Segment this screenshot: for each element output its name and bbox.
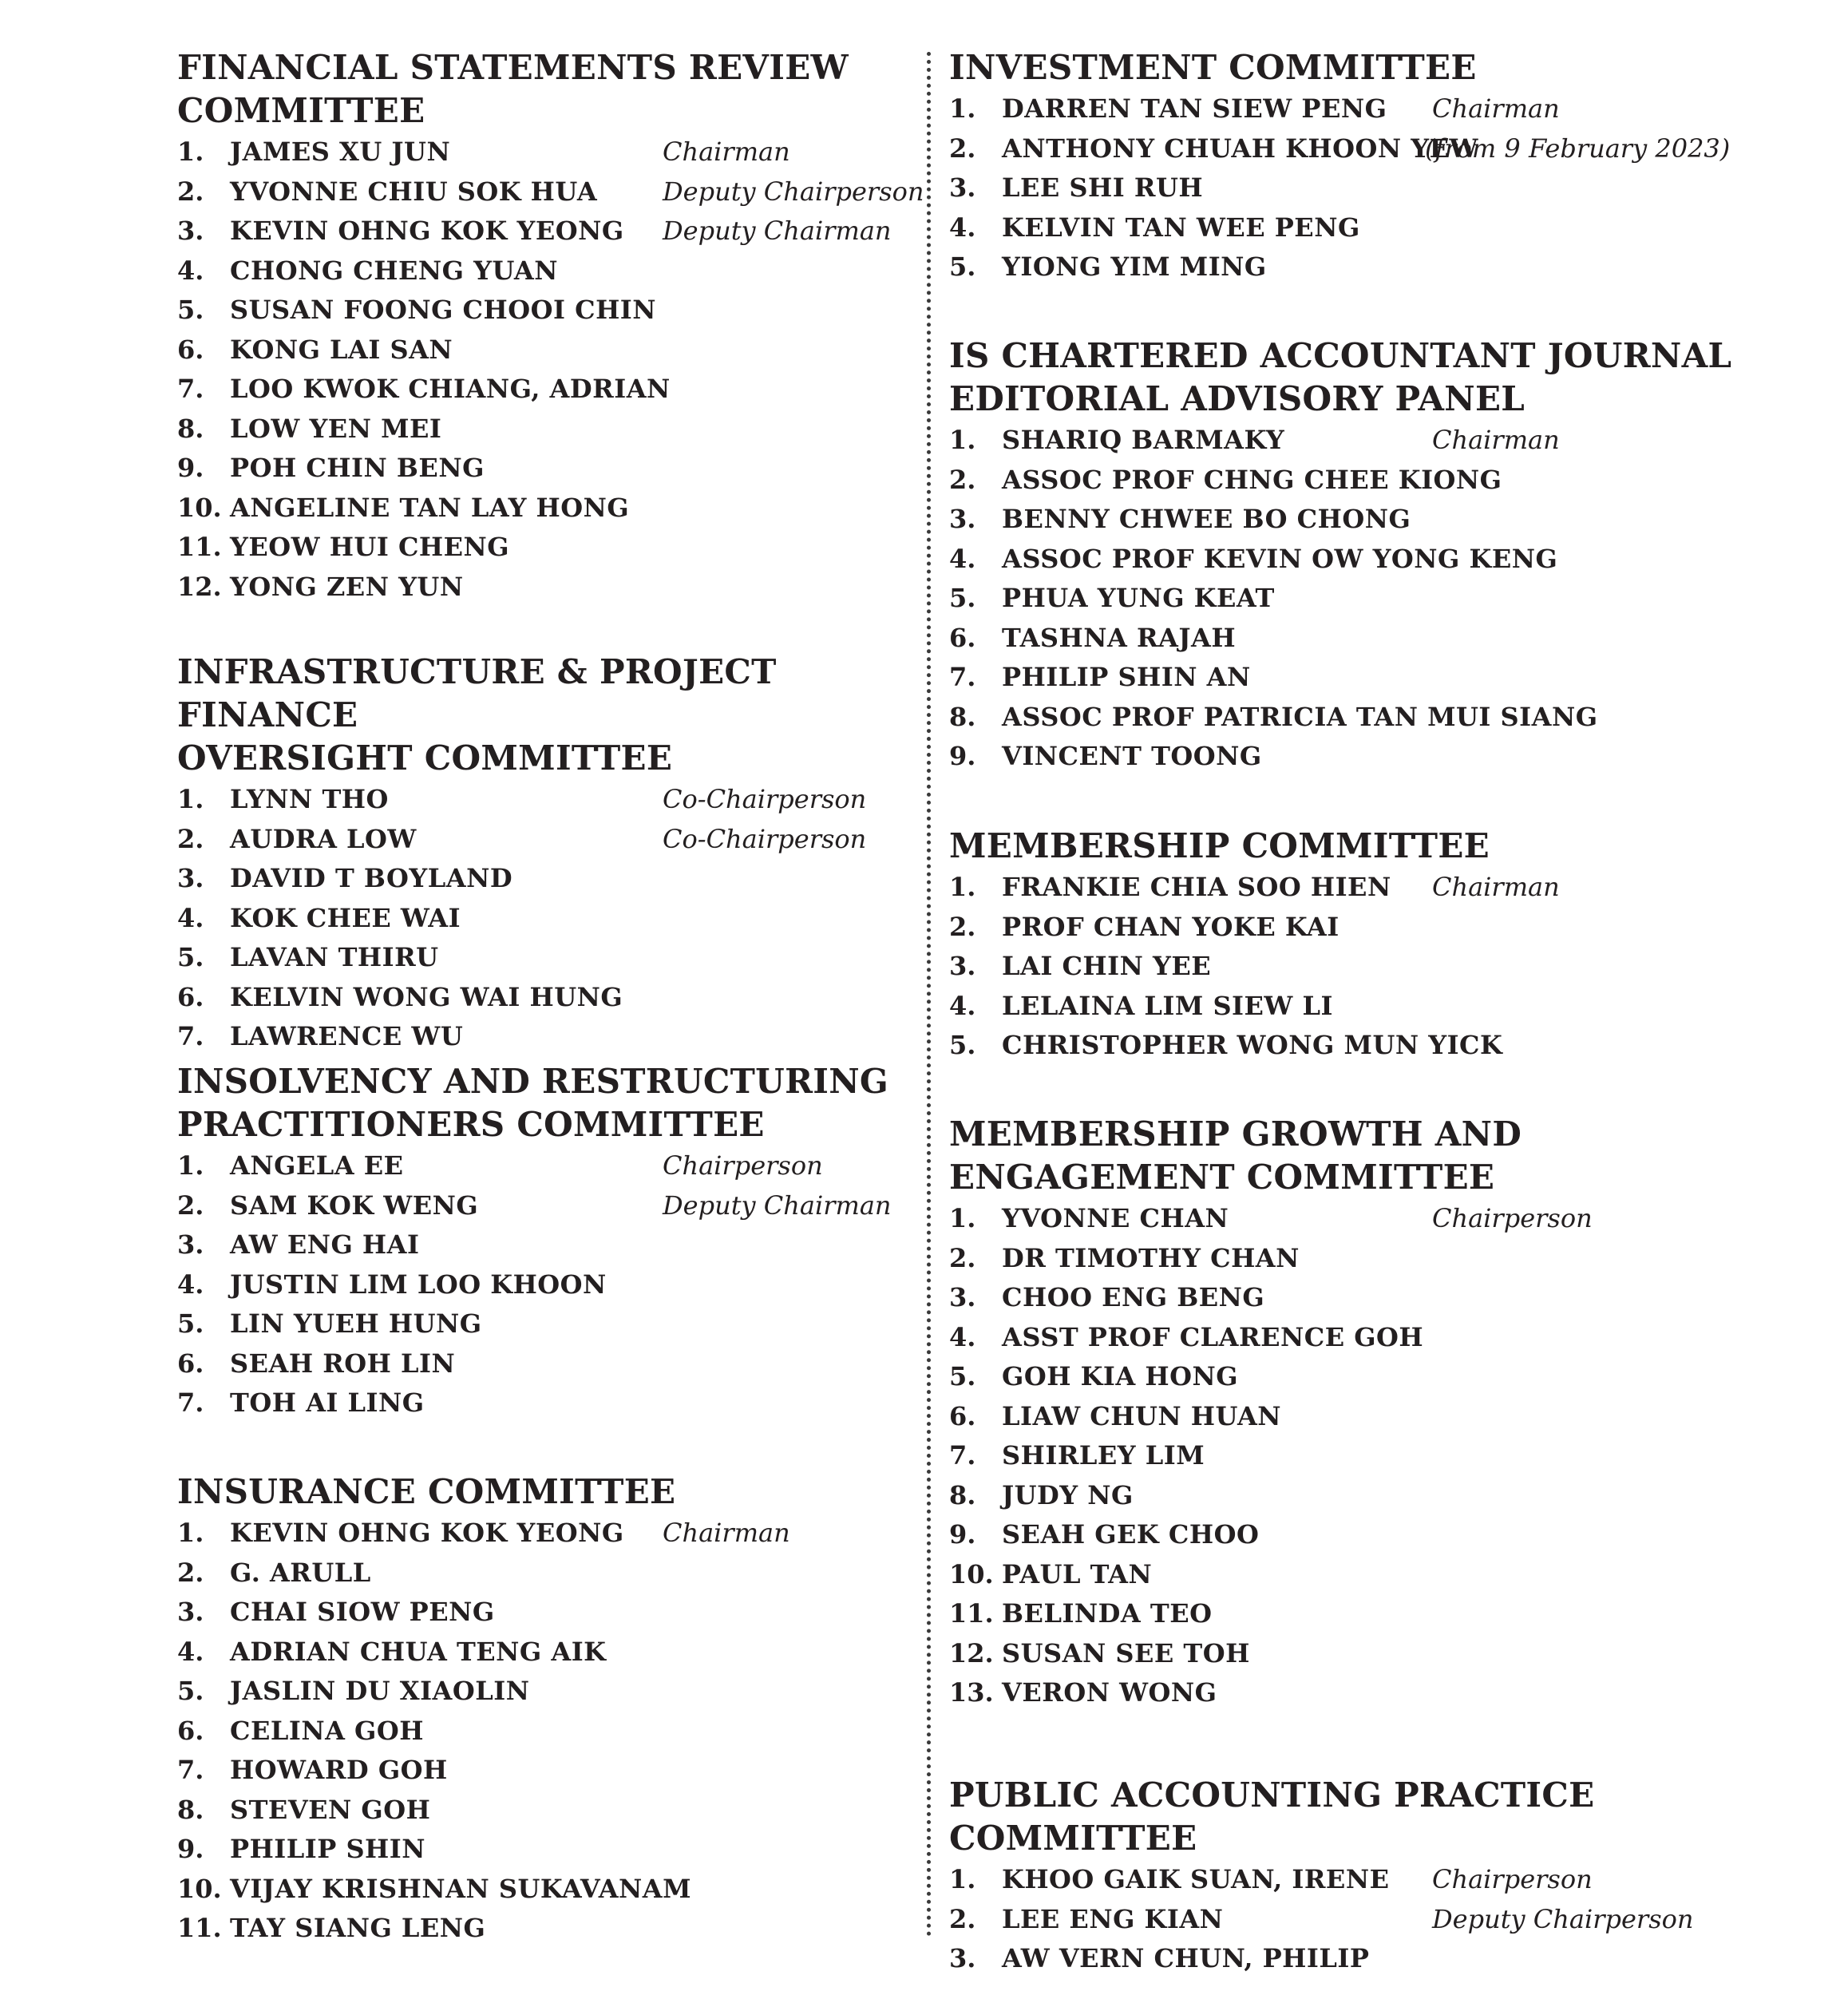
committee-section-is-chartered-accountant-journal-editorial-advisory-panel (949, 334, 1835, 777)
member-row (177, 331, 912, 370)
member-number: 1. (949, 93, 976, 124)
member-row (177, 1712, 912, 1752)
member-number: 1. (949, 872, 976, 902)
member-row (177, 1514, 912, 1554)
member-name: ASSOC PROF CHNG CHEE KIONG (1002, 464, 1502, 495)
member-row (949, 1860, 1835, 1900)
member-number: 4. (177, 1636, 204, 1667)
member-row (177, 1751, 912, 1791)
member-name: JAMES XU JUN (230, 137, 451, 167)
committee-title: PUBLIC ACCOUNTING PRACTICE COMMITTEE (949, 1775, 1595, 1858)
member-number: 3. (177, 216, 204, 246)
member-row (949, 908, 1835, 948)
member-row (177, 1344, 912, 1384)
member-name: DR TIMOTHY CHAN (1002, 1242, 1300, 1273)
member-name: VERON WONG (1002, 1677, 1217, 1708)
member-role: Chairman (1432, 425, 1560, 455)
member-number: 11. (949, 1598, 994, 1629)
member-number: 10. (177, 1873, 222, 1904)
member-number: 2. (177, 1557, 204, 1588)
member-row (949, 461, 1835, 501)
committee-title: MEMBERSHIP GROWTH AND ENGAGEMENT COMMITTEE (949, 1114, 1522, 1197)
member-name: LELAINA LIM SIEW LI (1002, 990, 1333, 1021)
member-name: YVONNE CHIU SOK HUA (230, 176, 598, 207)
member-name: BENNY CHWEE BO CHONG (1002, 504, 1411, 534)
member-number: 6. (177, 334, 204, 365)
member-row (949, 89, 1835, 129)
member-name: AUDRA LOW (230, 823, 417, 854)
member-role: Deputy Chairman (663, 216, 892, 246)
member-number: 2. (949, 911, 976, 942)
member-role: Deputy Chairman (663, 1189, 892, 1221)
member-number: 6. (949, 622, 976, 653)
member-row (177, 528, 912, 568)
member-row (177, 1304, 912, 1344)
member-number: 4. (949, 1321, 976, 1352)
member-row (949, 947, 1835, 987)
committee-section-infrastructure-and-project-finance-oversight-committee (177, 651, 912, 1057)
column-divider (927, 52, 931, 1938)
committee-title: FINANCIAL STATEMENTS REVIEW COMMITTEE (177, 48, 849, 130)
member-row (949, 1397, 1835, 1437)
member-row (949, 658, 1835, 698)
member-name: HOWARD GOH (230, 1755, 448, 1785)
member-number: 7. (177, 374, 204, 404)
committee-title: INSURANCE COMMITTEE (177, 1472, 676, 1511)
member-number: 11. (177, 1913, 222, 1943)
member-number: 10. (949, 1558, 994, 1589)
member-row (177, 1633, 912, 1672)
member-role: Chairperson (1432, 1203, 1593, 1233)
member-row (949, 1357, 1835, 1397)
member-name: STEVEN GOH (230, 1794, 431, 1825)
member-number: 4. (177, 902, 204, 933)
member-name: ASSOC PROF PATRICIA TAN MUI SIANG (1002, 701, 1598, 732)
member-number: 6. (177, 1348, 204, 1379)
member-row (949, 1594, 1835, 1634)
member-number: 4. (949, 543, 976, 574)
member-row (949, 698, 1835, 738)
member-row (949, 1900, 1835, 1940)
member-number: 5. (949, 251, 976, 282)
member-number: 9. (177, 453, 204, 483)
member-list (949, 868, 1835, 1066)
member-number: 4. (177, 255, 204, 286)
member-number: 11. (177, 532, 222, 562)
member-role: Chairman (663, 137, 790, 167)
member-number: 7. (949, 1440, 976, 1470)
member-number: 9. (177, 1834, 204, 1864)
member-number: 4. (949, 990, 976, 1021)
member-row (177, 938, 912, 978)
committee-section-investment-committee (949, 46, 1835, 287)
member-name: SHARIQ BARMAKY (1002, 425, 1285, 455)
member-name: CHAI SIOW PENG (230, 1597, 495, 1627)
member-number: 3. (177, 1229, 204, 1260)
member-number: 4. (177, 1269, 204, 1300)
member-number: 5. (177, 942, 204, 972)
committee-section-insurance-committee (177, 1470, 912, 1949)
member-name: AW VERN CHUN, PHILIP (1002, 1943, 1370, 1973)
member-name: SUSAN SEE TOH (1002, 1637, 1250, 1668)
member-row (177, 251, 912, 291)
member-number: 3. (949, 951, 976, 981)
member-row (177, 172, 924, 212)
member-number: 5. (949, 1361, 976, 1391)
member-role: (from 9 February 2023) (1425, 133, 1731, 164)
committee-title: MEMBERSHIP COMMITTEE (949, 826, 1490, 865)
committee-section-public-accounting-practice-committee (949, 1774, 1835, 1979)
member-row (177, 370, 912, 410)
member-name: KHOO GAIK SUAN, IRENE (1002, 1864, 1390, 1894)
member-number: 5. (949, 1030, 976, 1060)
member-role: Co-Chairperson (663, 823, 867, 854)
member-name: YIONG YIM MING (1002, 251, 1267, 282)
member-row (177, 1265, 912, 1305)
member-name: LAI CHIN YEE (1002, 951, 1212, 981)
member-row (949, 1436, 1835, 1476)
member-number: 2. (949, 133, 976, 164)
member-number: 7. (177, 1755, 204, 1785)
member-number: 7. (949, 662, 976, 692)
member-number: 9. (949, 741, 976, 771)
member-row (177, 133, 912, 172)
member-name: KONG LAI SAN (230, 334, 453, 365)
member-name: DARREN TAN SIEW PENG (1002, 93, 1387, 124)
member-name: PAUL TAN (1002, 1558, 1153, 1589)
member-number: 8. (177, 1794, 204, 1825)
member-number: 2. (177, 823, 204, 854)
member-row (949, 1673, 1835, 1713)
member-number: 1. (949, 1203, 976, 1233)
member-number: 1. (177, 1518, 204, 1548)
member-name: LAVAN THIRU (230, 942, 439, 972)
member-number: 7. (177, 1021, 204, 1051)
member-list (177, 1514, 912, 1949)
member-number: 5. (177, 1676, 204, 1706)
member-name: YVONNE CHAN (1002, 1203, 1229, 1233)
member-row (177, 899, 912, 939)
member-row (177, 859, 912, 899)
member-number: 1. (177, 137, 204, 167)
member-role: Deputy Chairperson (1432, 1903, 1694, 1934)
member-number: 2. (949, 464, 976, 495)
member-row (949, 1318, 1835, 1358)
member-row (949, 129, 1835, 169)
member-name: CHOO ENG BENG (1002, 1282, 1265, 1312)
member-name: LIN YUEH HUNG (230, 1308, 482, 1339)
member-name: LIAW CHUN HUAN (1002, 1400, 1282, 1431)
member-row (949, 868, 1835, 908)
member-number: 1. (177, 784, 204, 814)
member-number: 5. (949, 583, 976, 613)
member-name: JUSTIN LIM LOO KHOON (230, 1269, 607, 1300)
member-number: 13. (949, 1677, 994, 1708)
member-row (177, 1870, 912, 1910)
member-row (177, 978, 912, 1018)
member-name: ANGELINE TAN LAY HONG (230, 492, 630, 523)
committee-title: IS CHARTERED ACCOUNTANT JOURNAL EDITORIAL ADVISORY PANEL (949, 336, 1732, 418)
member-number: 2. (177, 1189, 204, 1221)
member-name: PHILIP SHIN AN (1002, 662, 1251, 692)
committee-section-membership-committee (949, 825, 1835, 1066)
member-name: ANTHONY CHUAH KHOON YEW (1002, 133, 1478, 164)
member-role: Deputy Chairperson (663, 176, 924, 207)
member-name: ASST PROF CLARENCE GOH (1002, 1321, 1424, 1352)
member-list (949, 421, 1835, 777)
member-row (177, 1146, 912, 1186)
member-row (177, 1186, 912, 1226)
member-row (949, 247, 1835, 287)
member-name: KELVIN WONG WAI HUNG (230, 981, 623, 1012)
member-name: TOH AI LING (230, 1387, 425, 1418)
member-number: 3. (177, 1597, 204, 1627)
member-number: 8. (177, 413, 204, 444)
member-row (949, 1939, 1835, 1979)
member-role: Chairperson (663, 1150, 823, 1181)
member-name: AW ENG HAI (230, 1229, 420, 1260)
committee-title: INFRASTRUCTURE & PROJECT FINANCE OVERSIGHT COMMITTEE (177, 652, 777, 778)
member-row (177, 212, 912, 251)
member-role: Co-Chairperson (663, 784, 867, 814)
committee-section-financial-statements-review-committee (177, 46, 924, 607)
member-row (177, 1017, 912, 1057)
member-number: 2. (949, 1903, 976, 1934)
committee-section-insolvency-and-restructuring-practitioners-committee (177, 1060, 912, 1423)
member-number: 8. (949, 701, 976, 732)
member-row (949, 1199, 1835, 1239)
member-list (177, 780, 912, 1057)
member-row (949, 737, 1835, 777)
member-number: 3. (949, 504, 976, 534)
member-name: KOK CHEE WAI (230, 902, 461, 933)
member-role: Chairman (1432, 93, 1560, 124)
member-row (177, 1909, 912, 1949)
member-row (949, 1278, 1835, 1318)
member-name: LEE ENG KIAN (1002, 1903, 1224, 1934)
member-row (949, 168, 1835, 208)
member-row (949, 1634, 1835, 1674)
member-row (177, 291, 912, 331)
member-name: KEVIN OHNG KOK YEONG (230, 216, 624, 246)
member-name: BELINDA TEO (1002, 1598, 1213, 1629)
member-row (177, 820, 912, 860)
member-name: SAM KOK WENG (230, 1189, 479, 1221)
member-name: PROF CHAN YOKE KAI (1002, 911, 1340, 942)
member-name: VINCENT TOONG (1002, 741, 1262, 771)
member-list (949, 1199, 1835, 1713)
member-name: ADRIAN CHUA TENG AIK (230, 1636, 607, 1667)
member-name: PHUA YUNG KEAT (1002, 583, 1275, 613)
member-number: 5. (177, 1308, 204, 1339)
committee-title: INVESTMENT COMMITTEE (949, 48, 1477, 87)
member-number: 5. (177, 295, 204, 325)
member-row (177, 489, 912, 528)
member-row (177, 1791, 912, 1831)
member-name: GOH KIA HONG (1002, 1361, 1239, 1391)
member-row (177, 1554, 912, 1593)
member-number: 8. (949, 1479, 976, 1510)
member-name: JASLIN DU XIAOLIN (230, 1676, 530, 1706)
member-role: Chairman (663, 1518, 790, 1548)
member-role: Chairman (1432, 872, 1560, 902)
member-name: YONG ZEN YUN (230, 571, 464, 602)
member-number: 6. (177, 1715, 204, 1746)
member-row (949, 619, 1835, 659)
member-number: 1. (949, 1864, 976, 1894)
member-row (949, 987, 1835, 1027)
member-name: PHILIP SHIN (230, 1834, 425, 1864)
member-role: Chairperson (1432, 1864, 1593, 1894)
member-row (177, 1672, 912, 1712)
member-name: ANGELA EE (230, 1150, 404, 1181)
member-name: FRANKIE CHIA SOO HIEN (1002, 872, 1391, 902)
member-name: JUDY NG (1002, 1479, 1134, 1510)
member-name: LOO KWOK CHIANG, ADRIAN (230, 374, 671, 404)
member-row (177, 1830, 912, 1870)
member-name: KELVIN TAN WEE PENG (1002, 212, 1360, 243)
member-name: KEVIN OHNG KOK YEONG (230, 1518, 624, 1548)
member-number: 7. (177, 1387, 204, 1418)
member-number: 4. (949, 212, 976, 243)
member-number: 3. (949, 1282, 976, 1312)
member-name: ASSOC PROF KEVIN OW YONG KENG (1002, 543, 1558, 574)
member-name: YEOW HUI CHENG (230, 532, 510, 562)
member-row (177, 410, 912, 449)
member-name: SEAH ROH LIN (230, 1348, 456, 1379)
member-row (949, 1555, 1835, 1595)
member-row (949, 1239, 1835, 1279)
member-name: LAWRENCE WU (230, 1021, 464, 1051)
member-row (177, 1593, 912, 1633)
member-number: 6. (949, 1400, 976, 1431)
member-row (949, 1515, 1835, 1555)
member-name: TAY SIANG LENG (230, 1913, 486, 1943)
member-number: 2. (177, 176, 204, 207)
member-name: VIJAY KRISHNAN SUKAVANAM (230, 1873, 692, 1904)
member-row (949, 1026, 1835, 1066)
member-row (949, 579, 1835, 619)
member-list (177, 1146, 912, 1423)
member-list (177, 133, 924, 607)
member-row (949, 500, 1835, 540)
member-name: LYNN THO (230, 784, 389, 814)
member-name: SEAH GEK CHOO (1002, 1519, 1260, 1550)
member-number: 2. (949, 1242, 976, 1273)
member-row (177, 568, 912, 608)
member-number: 3. (949, 172, 976, 203)
member-number: 3. (177, 863, 204, 893)
committee-section-membership-growth-and-engagement-committee (949, 1113, 1835, 1713)
member-name: CHRISTOPHER WONG MUN YICK (1002, 1030, 1503, 1060)
member-name: TASHNA RAJAH (1002, 622, 1237, 653)
member-name: CHONG CHENG YUAN (230, 255, 558, 286)
member-number: 3. (949, 1943, 976, 1973)
member-name: POH CHIN BENG (230, 453, 485, 483)
member-number: 12. (177, 571, 222, 602)
member-number: 1. (177, 1150, 204, 1181)
member-name: LOW YEN MEI (230, 413, 442, 444)
member-list (949, 89, 1835, 287)
member-name: SHIRLEY LIM (1002, 1440, 1205, 1470)
member-number: 1. (949, 425, 976, 455)
member-row (177, 1225, 912, 1265)
member-name: SUSAN FOONG CHOOI CHIN (230, 295, 657, 325)
member-row (177, 1383, 912, 1423)
member-row (949, 208, 1835, 248)
member-row (949, 421, 1835, 461)
member-name: DAVID T BOYLAND (230, 863, 513, 893)
member-list (949, 1860, 1835, 1979)
member-number: 9. (949, 1519, 976, 1550)
member-row (177, 449, 912, 489)
member-name: G. ARULL (230, 1557, 371, 1588)
member-row (949, 540, 1835, 580)
member-number: 12. (949, 1637, 994, 1668)
member-number: 10. (177, 492, 222, 523)
member-name: LEE SHI RUH (1002, 172, 1204, 203)
member-name: CELINA GOH (230, 1715, 424, 1746)
member-row (949, 1476, 1835, 1516)
member-row (177, 780, 912, 820)
committee-title: INSOLVENCY AND RESTRUCTURING PRACTITIONERS COMMITTEE (177, 1062, 889, 1144)
member-number: 6. (177, 981, 204, 1012)
